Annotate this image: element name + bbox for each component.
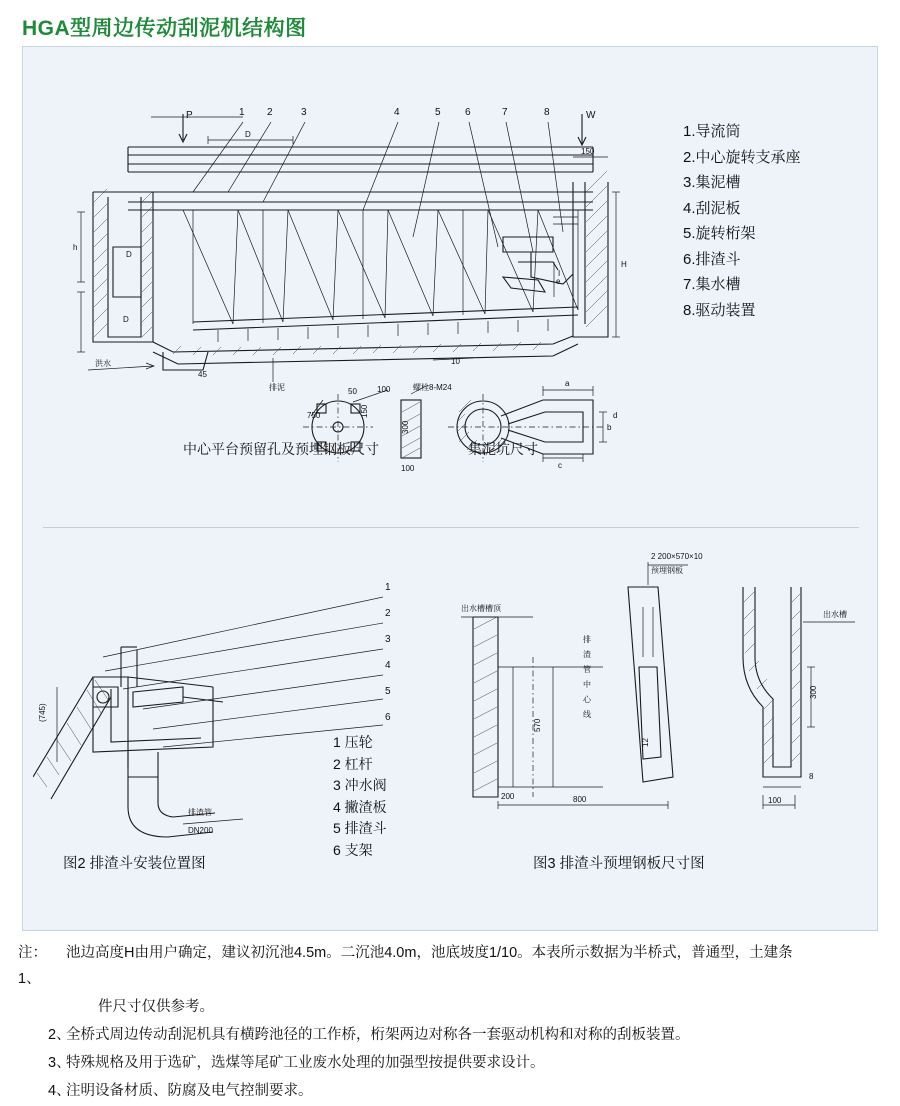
label-outlet-right: 出水槽 [823,610,847,619]
dim-phi50: 50 [348,387,357,396]
note-row-3 [18,1050,882,1076]
note-num-3: 3、 [48,1055,71,1071]
caption-sludge-pit: 集泥坑尺寸 [468,441,538,457]
dim-d: d [613,411,618,420]
dim-100-top: 100 [377,385,391,394]
legend-item-5: 5.旋转桁架 [683,225,756,242]
fig2-legend-item-3: 3 冲水阀 [333,777,387,793]
dim-300: 300 [401,420,410,434]
fig2-item-4: 4 [385,660,391,671]
dim-plate-thk: 12 [641,738,650,747]
dim-45: 45 [198,370,207,379]
dim-570: 570 [533,718,542,732]
label-pipe-dn: DN200 [188,826,213,835]
note-text-1: 池边高度H由用户确定，建议初沉池4.5m。二沉池4.0m，池底坡度1/10。本表所示数据为半桥式，普通型，土建条 [66,945,793,961]
note-num-2: 2、 [48,1027,71,1043]
dim-a: a [565,379,570,388]
dim-H-right: H [621,260,627,269]
label-discharge-pipe: 排渣管 [188,808,212,817]
label-mud-discharge: 排泥 [269,383,285,392]
note-text-2: 全桥式周边传动刮泥机具有横跨池径的工作桥，桁架两边对称各一套驱动机构和对称的刮板装置。 [66,1027,690,1043]
dim-e: e [556,277,561,286]
dim-8: 8 [809,772,814,781]
fig2-legend-item-4: 4 撇渣板 [333,798,387,815]
label-vc3: 管 [583,665,591,674]
dim-h: h [73,243,78,252]
note-text-1b: 件尺寸仅供参考。 [98,999,214,1015]
note-text-3: 特殊规格及用于选矿，选煤等尾矿工业废水处理的加强型按提供要求设计。 [66,1055,545,1071]
panel-divider [43,527,859,528]
dim-d-left: D [123,315,129,324]
note-num-1: 注：1、 [18,945,47,987]
fig2-legend-item-2: 2 杠杆 [333,755,373,772]
note-row-1 [18,940,882,992]
fig2-legend-item-6: 6 支架 [333,841,373,858]
legend-fig2-parts [333,732,387,861]
dim-d-top: D [245,130,251,139]
label-p: P [186,110,193,121]
note-text-4: 注明设备材质、防腐及电气控制要求。 [66,1083,313,1099]
fig2-item-3: 3 [385,634,391,645]
fig3-drawing [443,547,873,837]
label-vc6: 线 [583,710,591,719]
callout-7: 7 [502,107,508,118]
dim-800: 800 [573,795,587,804]
legend-item-7: 7.集水槽 [683,276,741,293]
dim-150: 150 [581,147,595,156]
dim-100-bottom: 100 [401,464,415,473]
callout-6: 6 [465,107,471,118]
label-outlet-top: 出水槽槽顶 [461,604,501,613]
dim-10: 10 [451,357,460,366]
legend-main-parts [683,119,801,323]
label-bolt: 螺栓8-M24 [413,383,452,392]
legend-item-2: 2.中心旋转支承座 [683,148,801,166]
label-flood-water: 洪水 [95,359,111,368]
callout-3: 3 [301,107,307,118]
note-row-1b [18,994,882,1020]
fig2-legend-item-5: 5 排渣斗 [333,820,387,836]
dim-c: c [558,461,562,470]
legend-item-3: 3.集泥槽 [683,174,741,191]
dim-b: b [607,423,612,432]
callout-8: 8 [544,107,550,118]
callout-5: 5 [435,107,441,118]
label-vertical-centerline: 排 [583,635,591,644]
callout-1: 1 [239,107,245,118]
caption-center-platform: 中心平台预留孔及预埋钢板尺寸 [183,441,379,457]
label-plate: 2 200×570×10 [651,552,703,561]
fig2-item-5: 5 [385,686,391,697]
label-vc2: 渣 [583,650,591,659]
dim-phi150: 150 [360,404,369,418]
notes-block [18,940,882,1106]
dim-i: I [558,269,561,278]
note-row-2 [18,1022,882,1048]
drawing-panel [22,46,878,931]
fig2-legend-item-1: 1 压轮 [333,734,373,750]
label-plate-sub: 预埋钢板 [651,566,683,575]
fig2-item-1: 1 [385,582,391,593]
legend-item-6: 6.排渣斗 [683,250,741,268]
note-row-4 [18,1078,882,1104]
fig2-item-6: 6 [385,712,391,723]
label-vc4: 中 [583,680,591,689]
detail-drawings [293,372,713,482]
callout-4: 4 [394,107,400,118]
callout-2: 2 [267,107,273,118]
dim-745: (745) [38,703,47,722]
dim-100-right: 100 [768,796,782,805]
label-vc5: 心 [583,695,591,704]
legend-item-4: 4.刮泥板 [683,199,741,217]
note-num-1b [18,994,98,1020]
legend-item-8: 8.驱动装置 [683,301,756,319]
caption-fig3: 图3 排渣斗预埋钢板尺寸图 [533,856,705,872]
dim-phi750: 750 [307,411,321,420]
dim-d-inner: D [126,250,132,259]
label-w: W [586,110,596,121]
page-title: HGA型周边传动刮泥机结构图 [22,17,307,40]
legend-item-1: 1.导流筒 [683,123,741,140]
caption-fig2: 图2 排渣斗安装位置图 [63,856,206,872]
dim-300-right: 300 [809,685,818,699]
note-num-4: 4、 [48,1083,71,1099]
fig2-item-2: 2 [385,608,391,619]
dim-200: 200 [501,792,515,801]
